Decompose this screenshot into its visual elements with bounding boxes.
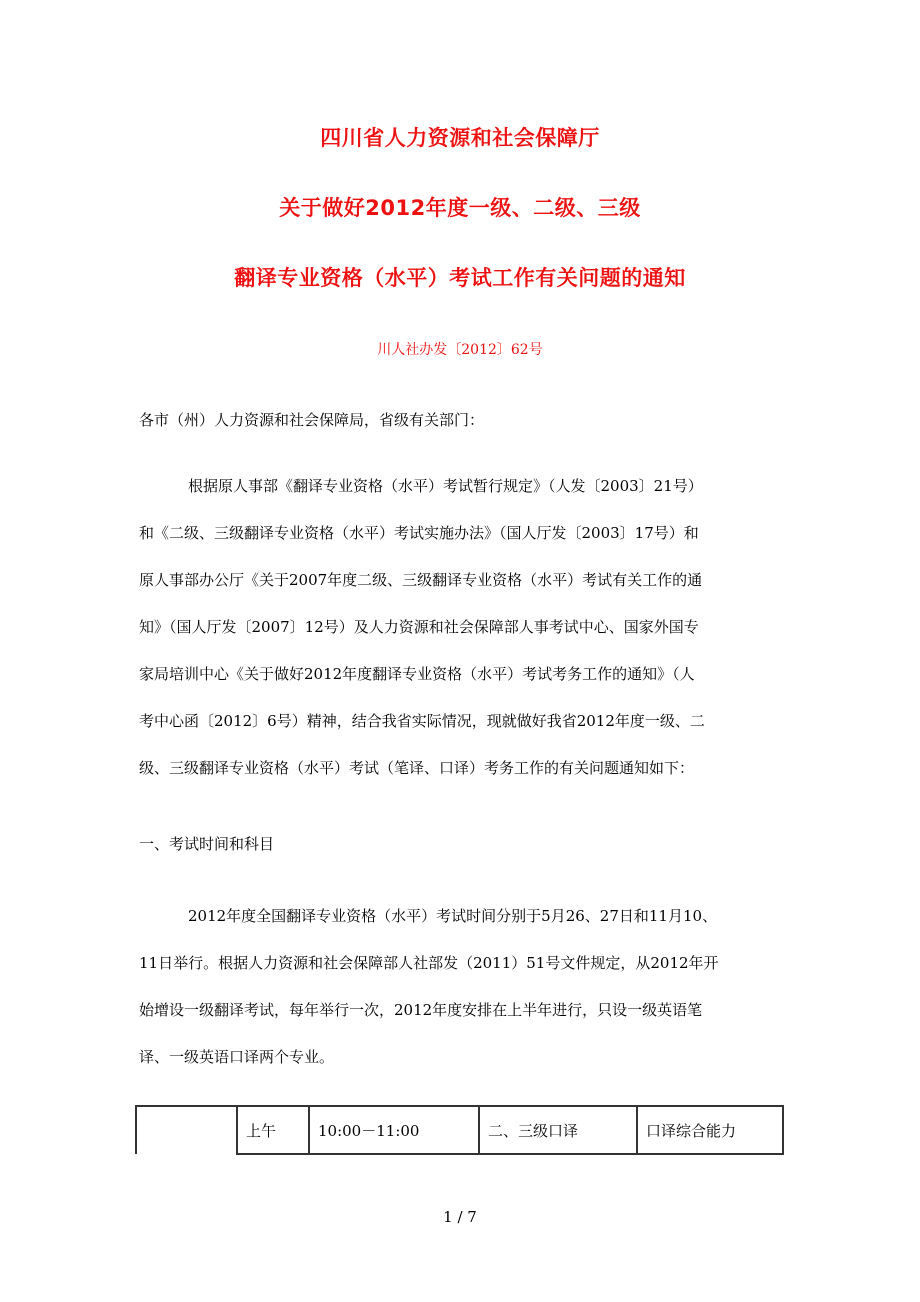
- section-line: 译、一级英语口译两个专业。: [139, 1048, 335, 1066]
- intro-line: 知》（国人厅发〔2007〕12号）及人力资源和社会保障部人事考试中心、国家外国专: [139, 618, 699, 636]
- salutation: 各市（州）人力资源和社会保障局，省级有关部门：: [139, 411, 485, 429]
- title-line-3: 翻译专业资格（水平）考试工作有关问题的通知: [234, 266, 686, 290]
- exam-schedule-table: [135, 1105, 784, 1155]
- intro-line: 原人事部办公厅《关于2007年度二级、三级翻译专业资格（水平）考试有关工作的通: [139, 571, 703, 589]
- section-line: 11日举行。根据人力资源和社会保障部人社部发（2011）51号文件规定，从2012年开: [139, 954, 719, 972]
- table-cell: 上午: [237, 1106, 309, 1154]
- table-row: [136, 1106, 783, 1154]
- table-cell: [136, 1106, 237, 1154]
- table-cell: 10:00－11:00: [309, 1106, 479, 1154]
- intro-line: 考中心函〔2012〕6号）精神，结合我省实际情况，现就做好我省2012年度一级、二: [139, 712, 705, 730]
- table-cell: 二、三级口译: [479, 1106, 637, 1154]
- page-indicator: 1 / 7: [443, 1208, 477, 1226]
- section-heading: 一、考试时间和科目: [139, 835, 275, 853]
- table-cell: 口译综合能力: [637, 1106, 783, 1154]
- intro-line: 级、三级翻译专业资格（水平）考试（笔译、口译）考务工作的有关问题通知如下：: [139, 759, 695, 777]
- intro-line: 和《二级、三级翻译专业资格（水平）考试实施办法》（国人厅发〔2003〕17号）和: [139, 524, 699, 542]
- intro-line: 家局培训中心《关于做好2012年度翻译专业资格（水平）考试考务工作的通知》（人: [139, 665, 695, 683]
- document-number: 川人社办发〔2012〕62号: [377, 342, 543, 358]
- section-line: 始增设一级翻译考试，每年举行一次，2012年度安排在上半年进行，只设一级英语笔: [139, 1001, 703, 1019]
- title-line-2: 关于做好2012年度一级、二级、三级: [279, 196, 641, 220]
- intro-line: 根据原人事部《翻译专业资格（水平）考试暂行规定》（人发〔2003〕21号）: [188, 477, 703, 495]
- section-line: 2012年度全国翻译专业资格（水平）考试时间分别于5月26、27日和11月10、: [188, 907, 718, 925]
- title-line-1: 四川省人力资源和社会保障厅: [320, 126, 600, 150]
